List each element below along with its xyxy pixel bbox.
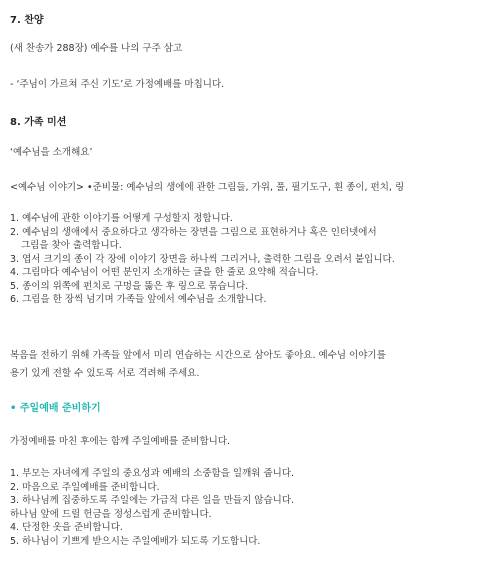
encourage-line-1: 복음을 전하기 위해 가족들 앞에서 미리 연습하는 시간으로 삼아도 좋아요. 예수님 이야기를 [10, 350, 386, 361]
worship-prep-steps-list [10, 467, 294, 548]
worship-prep-heading: • 주일예배 준비하기 [10, 403, 101, 414]
section-7-heading: 7. 찬양 [10, 15, 44, 26]
list-item: 1. 예수님에 관한 이야기를 어떻게 구성할지 정합니다. [10, 213, 233, 224]
worship-prep-intro: 가정예배를 마친 후에는 함께 주일예배를 준비합니다. [10, 436, 231, 447]
list-item: 3. 엽서 크기의 종이 각 장에 이야기 장면을 하나씩 그리거나, 출력한 그림을 오려서 붙입니다. [10, 253, 395, 265]
list-item: 그림을 찾아 출력합니다. [21, 240, 122, 251]
mission-steps-list [10, 212, 395, 307]
mission-title: ‘예수님을 소개해요’ [10, 147, 93, 158]
list-item: 6. 그림을 한 장씩 넘기며 가족들 앞에서 예수님을 소개합니다. [10, 294, 267, 305]
list-item: 4. 그림마다 예수님이 어떤 분인지 소개하는 글을 한 줄로 요약해 적습니다. [10, 267, 319, 278]
list-item: 5. 하나님이 기쁘게 받으시는 주일예배가 되도록 기도합니다. [10, 535, 261, 547]
list-item: 2. 마음으로 주일예배를 준비합니다. [10, 481, 160, 493]
closing-prayer-line: - ‘주님이 가르쳐 주신 기도’로 가정예배를 마칩니다. [10, 79, 225, 90]
list-item: 하나님 앞에 드릴 헌금을 정성스럽게 준비합니다. [10, 508, 212, 520]
list-item: 4. 단정한 옷을 준비합니다. [10, 522, 123, 533]
list-item: 1. 부모는 자녀에게 주일의 중요성과 예배의 소중함을 일깨워 줍니다. [10, 468, 295, 479]
encourage-line-2: 용기 있게 전할 수 있도록 서로 격려해 주세요. [10, 368, 200, 379]
materials-line: <예수님 이야기> •준비물: 예수님의 생에에 관한 그림들, 가위, 풀, 필기도구, 흰 종이, 펀치, 링 [10, 182, 405, 193]
list-item: 3. 하나님께 집중하도록 주일에는 가급적 다른 일을 만들지 않습니다. [10, 495, 295, 506]
section-8-heading: 8. 가족 미션 [10, 117, 67, 128]
hymn-line: (새 찬송가 288장) 예수를 나의 구주 삼고 [10, 43, 183, 54]
list-item: 2. 예수님의 생애에서 중요하다고 생각하는 장면을 그림으로 표현하거나 혹은 인터넷에서 [10, 226, 377, 238]
list-item: 5. 종이의 위쪽에 펀치로 구멍을 뚫은 후 링으로 묶습니다. [10, 280, 249, 292]
